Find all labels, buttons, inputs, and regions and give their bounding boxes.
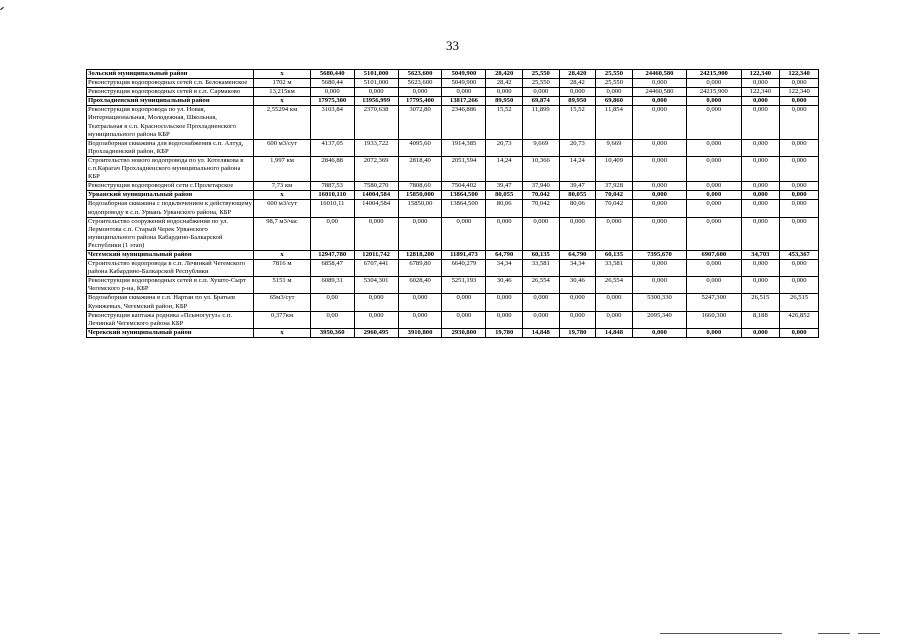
value-cell: 10,409: [596, 156, 633, 181]
value-cell: 0,000: [632, 217, 686, 250]
value-cell: 14,848: [522, 328, 559, 337]
value-cell: 39,47: [559, 182, 596, 191]
capacity-cell: 2,55294 км: [254, 106, 310, 139]
value-cell: 5101,000: [354, 70, 398, 79]
district-total-row: [87, 97, 819, 106]
value-cell: 26,554: [596, 277, 633, 294]
value-cell: 16010,110: [310, 191, 354, 200]
value-cell: 69,874: [522, 97, 559, 106]
value-cell: 0,000: [486, 88, 523, 97]
value-cell: 0,000: [687, 277, 741, 294]
value-cell: 7580,270: [354, 182, 398, 191]
value-cell: 14,848: [596, 328, 633, 337]
value-cell: 0,000: [741, 156, 780, 181]
value-cell: 13864,500: [442, 191, 486, 200]
value-cell: 0,000: [398, 217, 442, 250]
value-cell: 12818,200: [398, 250, 442, 259]
value-cell: 0,000: [559, 294, 596, 311]
value-cell: 89,950: [559, 97, 596, 106]
value-cell: 0,000: [442, 311, 486, 328]
value-cell: 25,550: [596, 79, 633, 88]
value-cell: 0,000: [741, 139, 780, 156]
value-cell: 0,00: [310, 311, 354, 328]
capacity-cell: х: [254, 97, 310, 106]
capacity-cell: х: [254, 328, 310, 337]
project-row: [87, 200, 819, 217]
value-cell: 0,000: [522, 88, 559, 97]
capacity-cell: 1702 м: [254, 79, 310, 88]
footer-line-short: [818, 633, 850, 634]
value-cell: 2346,886: [442, 106, 486, 139]
value-cell: 25,550: [596, 70, 633, 79]
value-cell: 14,24: [559, 156, 596, 181]
value-cell: 14,24: [486, 156, 523, 181]
value-cell: 0,000: [442, 88, 486, 97]
row-title-cell: Черекский муниципальный район: [87, 328, 254, 337]
value-cell: 37,940: [522, 182, 559, 191]
value-cell: 6640,279: [442, 260, 486, 277]
value-cell: 5680,440: [310, 70, 354, 79]
value-cell: 0,000: [780, 191, 819, 200]
capacity-cell: 98,7 м3/час: [254, 217, 310, 250]
value-cell: 0,00: [310, 294, 354, 311]
value-cell: 15,52: [559, 106, 596, 139]
value-cell: 0,000: [741, 182, 780, 191]
value-cell: 80,055: [559, 191, 596, 200]
value-cell: 3103,84: [310, 106, 354, 139]
value-cell: 4095,60: [398, 139, 442, 156]
value-cell: 34,703: [741, 250, 780, 259]
value-cell: 25,550: [522, 70, 559, 79]
value-cell: 24215,900: [687, 88, 741, 97]
value-cell: 5251,193: [442, 277, 486, 294]
value-cell: 0,000: [522, 217, 559, 250]
value-cell: 0,000: [780, 182, 819, 191]
value-cell: 6089,31: [310, 277, 354, 294]
value-cell: 1660,300: [687, 311, 741, 328]
row-title-cell: Водозаборная скважина в с.п. Нартан по ул. Братьев Кунижевых, Чегемский район, КБР: [87, 294, 254, 311]
value-cell: 0,000: [522, 311, 559, 328]
value-cell: 80,06: [486, 200, 523, 217]
value-cell: 0,000: [741, 79, 780, 88]
value-cell: 34,34: [559, 260, 596, 277]
value-cell: 37,928: [596, 182, 633, 191]
value-cell: 122,340: [780, 70, 819, 79]
district-total-row: [87, 328, 819, 337]
value-cell: 0,000: [486, 294, 523, 311]
value-cell: 0,000: [632, 277, 686, 294]
value-cell: 0,000: [741, 260, 780, 277]
value-cell: 0,000: [780, 217, 819, 250]
capacity-cell: 600 м3/сут: [254, 200, 310, 217]
value-cell: 3072,80: [398, 106, 442, 139]
district-total-row: [87, 191, 819, 200]
capacity-cell: х: [254, 191, 310, 200]
footer-line: [660, 633, 782, 634]
capacity-cell: 7816 м: [254, 260, 310, 277]
value-cell: 426,852: [780, 311, 819, 328]
budget-table: [86, 69, 819, 338]
value-cell: 0,000: [559, 217, 596, 250]
value-cell: 0,000: [442, 294, 486, 311]
value-cell: 0,000: [741, 200, 780, 217]
value-cell: 11,854: [596, 106, 633, 139]
value-cell: 7395,670: [632, 250, 686, 259]
value-cell: 7808,60: [398, 182, 442, 191]
value-cell: 0,000: [780, 79, 819, 88]
value-cell: 15,52: [486, 106, 523, 139]
value-cell: 80,055: [486, 191, 523, 200]
value-cell: 2051,594: [442, 156, 486, 181]
value-cell: 9,669: [522, 139, 559, 156]
value-cell: 19,780: [559, 328, 596, 337]
district-total-row: [87, 250, 819, 259]
value-cell: 5101,000: [354, 79, 398, 88]
row-title-cell: Строительство нового водопровода по ул. Котелякова в с.п.Карагач Прохладненского муниципального района КБР: [87, 156, 254, 181]
project-row: [87, 294, 819, 311]
value-cell: 10,366: [522, 156, 559, 181]
value-cell: 2095,340: [632, 311, 686, 328]
capacity-cell: 1,997 км: [254, 156, 310, 181]
value-cell: 64,790: [486, 250, 523, 259]
value-cell: 0,000: [522, 294, 559, 311]
value-cell: 0,000: [354, 294, 398, 311]
value-cell: 13817,266: [442, 97, 486, 106]
capacity-cell: 5151 м: [254, 277, 310, 294]
district-total-row: [87, 70, 819, 79]
capacity-cell: 13,215км: [254, 88, 310, 97]
value-cell: 3910,800: [398, 328, 442, 337]
value-cell: 0,000: [559, 311, 596, 328]
value-cell: 122,340: [741, 88, 780, 97]
value-cell: 17795,400: [398, 97, 442, 106]
value-cell: 453,367: [780, 250, 819, 259]
value-cell: 6789,80: [398, 260, 442, 277]
project-row: [87, 156, 819, 181]
row-title-cell: Реконструкция водопроводной сети с.Пролетарское: [87, 182, 254, 191]
value-cell: 33,581: [596, 260, 633, 277]
value-cell: 70,042: [522, 200, 559, 217]
value-cell: 0,000: [687, 79, 741, 88]
value-cell: 26,554: [522, 277, 559, 294]
value-cell: 0,000: [780, 200, 819, 217]
value-cell: 14004,584: [354, 191, 398, 200]
value-cell: 0,000: [486, 311, 523, 328]
value-cell: 5680,44: [310, 79, 354, 88]
value-cell: 70,042: [522, 191, 559, 200]
value-cell: 0,000: [354, 88, 398, 97]
value-cell: 0,000: [559, 88, 596, 97]
value-cell: 5049,900: [442, 70, 486, 79]
value-cell: 34,34: [486, 260, 523, 277]
row-title-cell: Чегемский муниципальный район: [87, 250, 254, 259]
value-cell: 26,515: [741, 294, 780, 311]
project-row: [87, 88, 819, 97]
value-cell: 0,000: [632, 79, 686, 88]
value-cell: 0,000: [687, 217, 741, 250]
value-cell: 89,950: [486, 97, 523, 106]
value-cell: 9,669: [596, 139, 633, 156]
row-title-cell: Строительство водопровода в с.п. Лечинкай Чегемского района Кабардино-Балкарской Республики: [87, 260, 254, 277]
value-cell: 0,000: [486, 217, 523, 250]
value-cell: 60,135: [522, 250, 559, 259]
value-cell: 64,790: [559, 250, 596, 259]
value-cell: 24460,580: [632, 70, 686, 79]
value-cell: 12947,780: [310, 250, 354, 259]
value-cell: 33,581: [522, 260, 559, 277]
value-cell: 0,000: [741, 217, 780, 250]
value-cell: 11891,473: [442, 250, 486, 259]
value-cell: 28,42: [486, 79, 523, 88]
value-cell: 0,000: [632, 200, 686, 217]
row-title-cell: Строительство сооружений водоснабжения по ул. Лермонтова с.п. Старый Черек Урванского муниципального района Кабардино-Балкарской Республики (1 этап): [87, 217, 254, 250]
project-row: [87, 311, 819, 328]
value-cell: 24460,580: [632, 88, 686, 97]
project-row: [87, 217, 819, 250]
value-cell: 0,000: [780, 139, 819, 156]
value-cell: 5247,300: [687, 294, 741, 311]
row-title-cell: Зольский муниципальный район: [87, 70, 254, 79]
value-cell: 0,000: [780, 106, 819, 139]
project-row: [87, 106, 819, 139]
project-row: [87, 79, 819, 88]
value-cell: 13956,999: [354, 97, 398, 106]
row-title-cell: Реконструкция водопровода по ул. Новая, Интернациональная, Молодежная, Школьная, Театральная в с.п. Красносельское Прохладненского муниципального района КБР: [87, 106, 254, 139]
capacity-cell: х: [254, 70, 310, 79]
value-cell: 39,47: [486, 182, 523, 191]
value-cell: 25,550: [522, 79, 559, 88]
value-cell: 6858,47: [310, 260, 354, 277]
value-cell: 6907,600: [687, 250, 741, 259]
value-cell: 0,000: [354, 217, 398, 250]
value-cell: 26,515: [780, 294, 819, 311]
value-cell: 0,000: [780, 156, 819, 181]
row-title-cell: Реконструкция водопроводных сетей с.п. Белокаменское: [87, 79, 254, 88]
value-cell: 70,042: [596, 191, 633, 200]
page-number: 33: [446, 38, 459, 53]
value-cell: 0,000: [596, 294, 633, 311]
value-cell: 15850,00: [398, 200, 442, 217]
value-cell: 19,780: [486, 328, 523, 337]
value-cell: 6707,441: [354, 260, 398, 277]
value-cell: 0,000: [632, 97, 686, 106]
value-cell: 0,000: [687, 182, 741, 191]
value-cell: 0,000: [596, 311, 633, 328]
capacity-cell: 7,73 км: [254, 182, 310, 191]
row-title-cell: Реконструкция каптажа родника «Псыногугуз» с.п. Лечинкай Чегемского района КБР: [87, 311, 254, 328]
value-cell: 16010,11: [310, 200, 354, 217]
value-cell: 0,000: [687, 260, 741, 277]
value-cell: 8,188: [741, 311, 780, 328]
value-cell: 0,000: [687, 97, 741, 106]
capacity-cell: 0,377км: [254, 311, 310, 328]
value-cell: 122,340: [780, 88, 819, 97]
capacity-cell: 65м3/сут: [254, 294, 310, 311]
value-cell: 60,135: [596, 250, 633, 259]
value-cell: 0,000: [780, 277, 819, 294]
value-cell: 2930,800: [442, 328, 486, 337]
row-title-cell: Водозаборная скважина с подключением к действующему водопроводу в с.п. Урвань Урванского района, КБР: [88, 200, 252, 216]
value-cell: 11,899: [522, 106, 559, 139]
value-cell: 28,42: [559, 79, 596, 88]
value-cell: 80,06: [559, 200, 596, 217]
value-cell: 0,000: [687, 191, 741, 200]
value-cell: 2818,40: [398, 156, 442, 181]
value-cell: 28,420: [559, 70, 596, 79]
value-cell: 30,46: [559, 277, 596, 294]
value-cell: 0,000: [632, 106, 686, 139]
value-cell: 0,000: [398, 311, 442, 328]
value-cell: 5623,600: [398, 70, 442, 79]
value-cell: 7887,53: [310, 182, 354, 191]
value-cell: 69,860: [596, 97, 633, 106]
value-cell: 0,000: [354, 311, 398, 328]
value-cell: 2846,88: [310, 156, 354, 181]
value-cell: 0,000: [687, 328, 741, 337]
value-cell: 1933,722: [354, 139, 398, 156]
value-cell: 7504,402: [442, 182, 486, 191]
value-cell: 0,000: [596, 88, 633, 97]
value-cell: 0,000: [741, 277, 780, 294]
value-cell: 2072,369: [354, 156, 398, 181]
value-cell: 5623,600: [398, 79, 442, 88]
row-title-cell: Реконструкция водопроводных сетей в с.п. Хушто-Сырт Чегемского р-на, КБР: [87, 277, 254, 294]
value-cell: 5300,330: [632, 294, 686, 311]
row-title-cell: Прохладненский муниципальный район: [87, 97, 254, 106]
value-cell: 1914,385: [442, 139, 486, 156]
value-cell: 15850,000: [398, 191, 442, 200]
value-cell: 0,00: [310, 217, 354, 250]
value-cell: 0,000: [741, 97, 780, 106]
value-cell: 2370,638: [354, 106, 398, 139]
value-cell: 0,000: [310, 88, 354, 97]
value-cell: 20,73: [486, 139, 523, 156]
project-row: [87, 139, 819, 156]
capacity-cell: 600 м3/сут: [254, 139, 310, 156]
capacity-cell: х: [254, 250, 310, 259]
value-cell: 30,46: [486, 277, 523, 294]
project-row: [87, 277, 819, 294]
value-cell: 70,042: [596, 200, 633, 217]
value-cell: 0,000: [632, 139, 686, 156]
value-cell: 0,000: [398, 294, 442, 311]
value-cell: 13864,500: [442, 200, 486, 217]
value-cell: 28,420: [486, 70, 523, 79]
value-cell: 12011,742: [354, 250, 398, 259]
value-cell: 5049,900: [442, 79, 486, 88]
scan-corner-mark: [0, 7, 4, 10]
value-cell: 0,000: [596, 217, 633, 250]
value-cell: 0,000: [442, 217, 486, 250]
value-cell: 20,73: [559, 139, 596, 156]
value-cell: 24215,900: [687, 70, 741, 79]
value-cell: 0,000: [687, 106, 741, 139]
project-row: [87, 182, 819, 191]
value-cell: 2960,495: [354, 328, 398, 337]
value-cell: 0,000: [741, 106, 780, 139]
value-cell: 0,000: [780, 97, 819, 106]
value-cell: 0,000: [741, 328, 780, 337]
value-cell: 0,000: [687, 200, 741, 217]
row-title-cell: Урванский муниципальный район: [87, 191, 254, 200]
value-cell: 0,000: [687, 156, 741, 181]
value-cell: 122,340: [741, 70, 780, 79]
value-cell: 17975,300: [310, 97, 354, 106]
value-cell: 5304,301: [354, 277, 398, 294]
value-cell: 4137,05: [310, 139, 354, 156]
value-cell: 0,000: [398, 88, 442, 97]
value-cell: 0,000: [632, 156, 686, 181]
table-body: [87, 70, 819, 338]
value-cell: 0,000: [632, 182, 686, 191]
value-cell: 0,000: [780, 328, 819, 337]
row-title-cell: Водозаборная скважина для водоснабжения с.п. Алтуд, Прохладненский район, КБР: [87, 139, 254, 156]
value-cell: 0,000: [632, 328, 686, 337]
value-cell: 3950,360: [310, 328, 354, 337]
row-title-cell: Реконструкция водопроводных сетей в с.п. Сармаково: [87, 88, 254, 97]
value-cell: 0,000: [741, 191, 780, 200]
value-cell: 6028,40: [398, 277, 442, 294]
footer-line-end: [858, 633, 880, 634]
project-row: [87, 260, 819, 277]
value-cell: 0,000: [687, 139, 741, 156]
value-cell: 0,000: [780, 260, 819, 277]
value-cell: 14004,584: [354, 200, 398, 217]
value-cell: 0,000: [632, 260, 686, 277]
value-cell: 0,000: [632, 191, 686, 200]
